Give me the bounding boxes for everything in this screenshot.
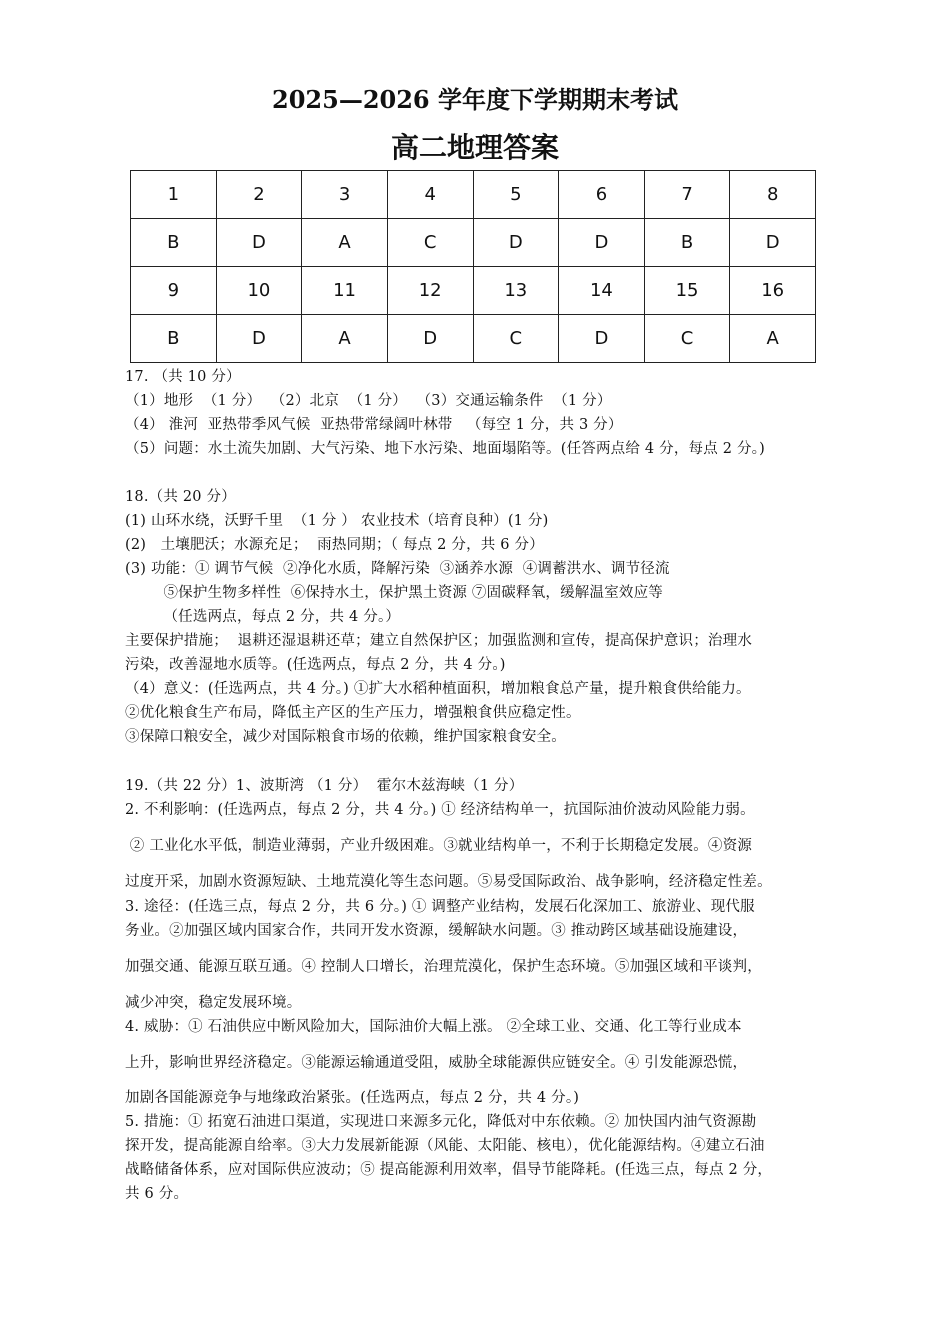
answer-line: （1）地形 （1 分） （2）北京 （1 分） （3）交通运输条件 （1 分）	[125, 393, 612, 409]
answer-line: （4）意义：(任选两点，共 4 分。) ①扩大水稻种植面积，增加粮食总产量，提升粮食供给能力。	[125, 681, 751, 697]
answer-cell: D	[559, 219, 645, 267]
answer-line: 务业。②加强区域内国家合作，共同开发水资源，缓解缺水问题。③ 推动跨区域基础设施建设，	[125, 923, 748, 939]
question-number-cell: 13	[473, 267, 559, 315]
question-number-cell: 7	[644, 171, 730, 219]
answer-line: 5. 措施：① 拓宽石油进口渠道，实现进口来源多元化，降低对中东依赖。② 加快国内油气资源勘	[125, 1114, 757, 1130]
question-number-row	[131, 267, 816, 315]
answer-line: (2) 土壤肥沃；水源充足； 雨热同期；（ 每点 2 分，共 6 分）	[125, 537, 544, 553]
answer-line: （任选两点，每点 2 分，共 4 分。）	[125, 609, 401, 625]
answer-row	[131, 315, 816, 363]
answer-cell: D	[730, 219, 816, 267]
answer-line: ② 工业化水平低，制造业薄弱，产业升级困难。③就业结构单一，不利于长期稳定发展。④资源	[125, 838, 753, 854]
question-number-cell: 3	[302, 171, 388, 219]
answer-line: 18.（共 20 分）	[125, 489, 236, 505]
answer-cell: B	[131, 219, 217, 267]
question-number-cell: 1	[131, 171, 217, 219]
answer-line: 减少冲突，稳定发展环境。	[125, 995, 302, 1011]
question-number-cell: 9	[131, 267, 217, 315]
answer-cell: D	[559, 315, 645, 363]
answer-cell: A	[302, 315, 388, 363]
question-number-cell: 8	[730, 171, 816, 219]
question-number-cell: 5	[473, 171, 559, 219]
answer-cell: A	[730, 315, 816, 363]
answer-line: 探开发，提高能源自给率。③大力发展新能源（风能、太阳能、核电），优化能源结构。④建立石油	[125, 1138, 765, 1154]
question-number-cell: 14	[559, 267, 645, 315]
question-number-cell: 16	[730, 267, 816, 315]
answer-line: 上升，影响世界经济稳定。③能源运输通道受阻，威胁全球能源供应链安全。④ 引发能源恐慌，	[125, 1055, 748, 1071]
answer-cell: A	[302, 219, 388, 267]
answer-line: 加剧各国能源竞争与地缘政治紧张。(任选两点，每点 2 分，共 4 分。)	[125, 1090, 580, 1106]
question-number-cell: 12	[387, 267, 473, 315]
answer-cell: C	[644, 315, 730, 363]
answer-line: 2. 不利影响：(任选两点，每点 2 分，共 4 分。) ① 经济结构单一，抗国际油价波动风险能力弱。	[125, 802, 755, 818]
answer-cell: C	[387, 219, 473, 267]
answer-cell: D	[473, 219, 559, 267]
question-number-cell: 15	[644, 267, 730, 315]
answer-line: ③保障口粮安全，减少对国际粮食市场的依赖，维护国家粮食安全。	[125, 729, 566, 745]
answer-cell: B	[644, 219, 730, 267]
answer-table	[130, 170, 816, 363]
answer-line: 污染，改善湿地水质等。(任选两点，每点 2 分，共 4 分。)	[125, 657, 506, 673]
answer-line: 17. （共 10 分）	[125, 369, 241, 385]
answer-cell: B	[131, 315, 217, 363]
answer-line: 4. 威胁：① 石油供应中断风险加大，国际油价大幅上涨。 ②全球工业、交通、化工等行业成本	[125, 1019, 742, 1035]
answer-cell: D	[216, 219, 302, 267]
answer-cell: D	[387, 315, 473, 363]
exam-title: 2025—2026 学年度下学期期末考试	[272, 85, 678, 114]
answer-line: 加强交通、能源互联互通。④ 控制人口增长，治理荒漠化，保护生态环境。⑤加强区域和平谈判，	[125, 959, 762, 975]
question-number-cell: 10	[216, 267, 302, 315]
question-number-cell: 2	[216, 171, 302, 219]
answer-line: (1) 山环水绕，沃野千里 （1 分 ） 农业技术（培育良种）(1 分)	[125, 513, 549, 529]
question-number-cell: 6	[559, 171, 645, 219]
answer-line: (3) 功能：① 调节气候 ②净化水质，降解污染 ③涵养水源 ④调蓄洪水、调节径流	[125, 561, 670, 577]
answer-line: ⑤保护生物多样性 ⑥保持水土，保护黑土资源 ⑦固碳释氧，缓解温室效应等	[125, 585, 663, 601]
answer-cell: D	[216, 315, 302, 363]
answer-line: 主要保护措施； 退耕还湿退耕还草；建立自然保护区；加强监测和宣传，提高保护意识；治理水	[125, 633, 753, 649]
answer-subtitle: 高二地理答案	[390, 131, 559, 164]
answer-line: （5）问题：水土流失加剧、大气污染、地下水污染、地面塌陷等。(任答两点给 4 分，每点 2 分。)	[125, 441, 765, 457]
question-number-cell: 11	[302, 267, 388, 315]
question-number-row	[131, 171, 816, 219]
answer-cell: C	[473, 315, 559, 363]
answer-line: 过度开采，加剧水资源短缺、土地荒漠化等生态问题。⑤易受国际政治、战争影响，经济稳定性差。	[125, 874, 772, 890]
answer-row	[131, 219, 816, 267]
answer-line: 19.（共 22 分）1、波斯湾 （1 分） 霍尔木兹海峡（1 分）	[125, 778, 524, 794]
answer-line: 3. 途径：(任选三点，每点 2 分，共 6 分。) ① 调整产业结构，发展石化深加工、旅游业、现代服	[125, 899, 755, 915]
answer-line: ②优化粮食生产布局，降低主产区的生产压力，增强粮食供应稳定性。	[125, 705, 581, 721]
question-number-cell: 4	[387, 171, 473, 219]
answer-line: 战略储备体系，应对国际供应波动；⑤ 提高能源利用效率，倡导节能降耗。(任选三点，每点 2 分，	[125, 1162, 773, 1178]
answer-line: （4） 淮河 亚热带季风气候 亚热带常绿阔叶林带 （每空 1 分，共 3 分）	[125, 417, 623, 433]
answer-line: 共 6 分。	[125, 1186, 189, 1202]
